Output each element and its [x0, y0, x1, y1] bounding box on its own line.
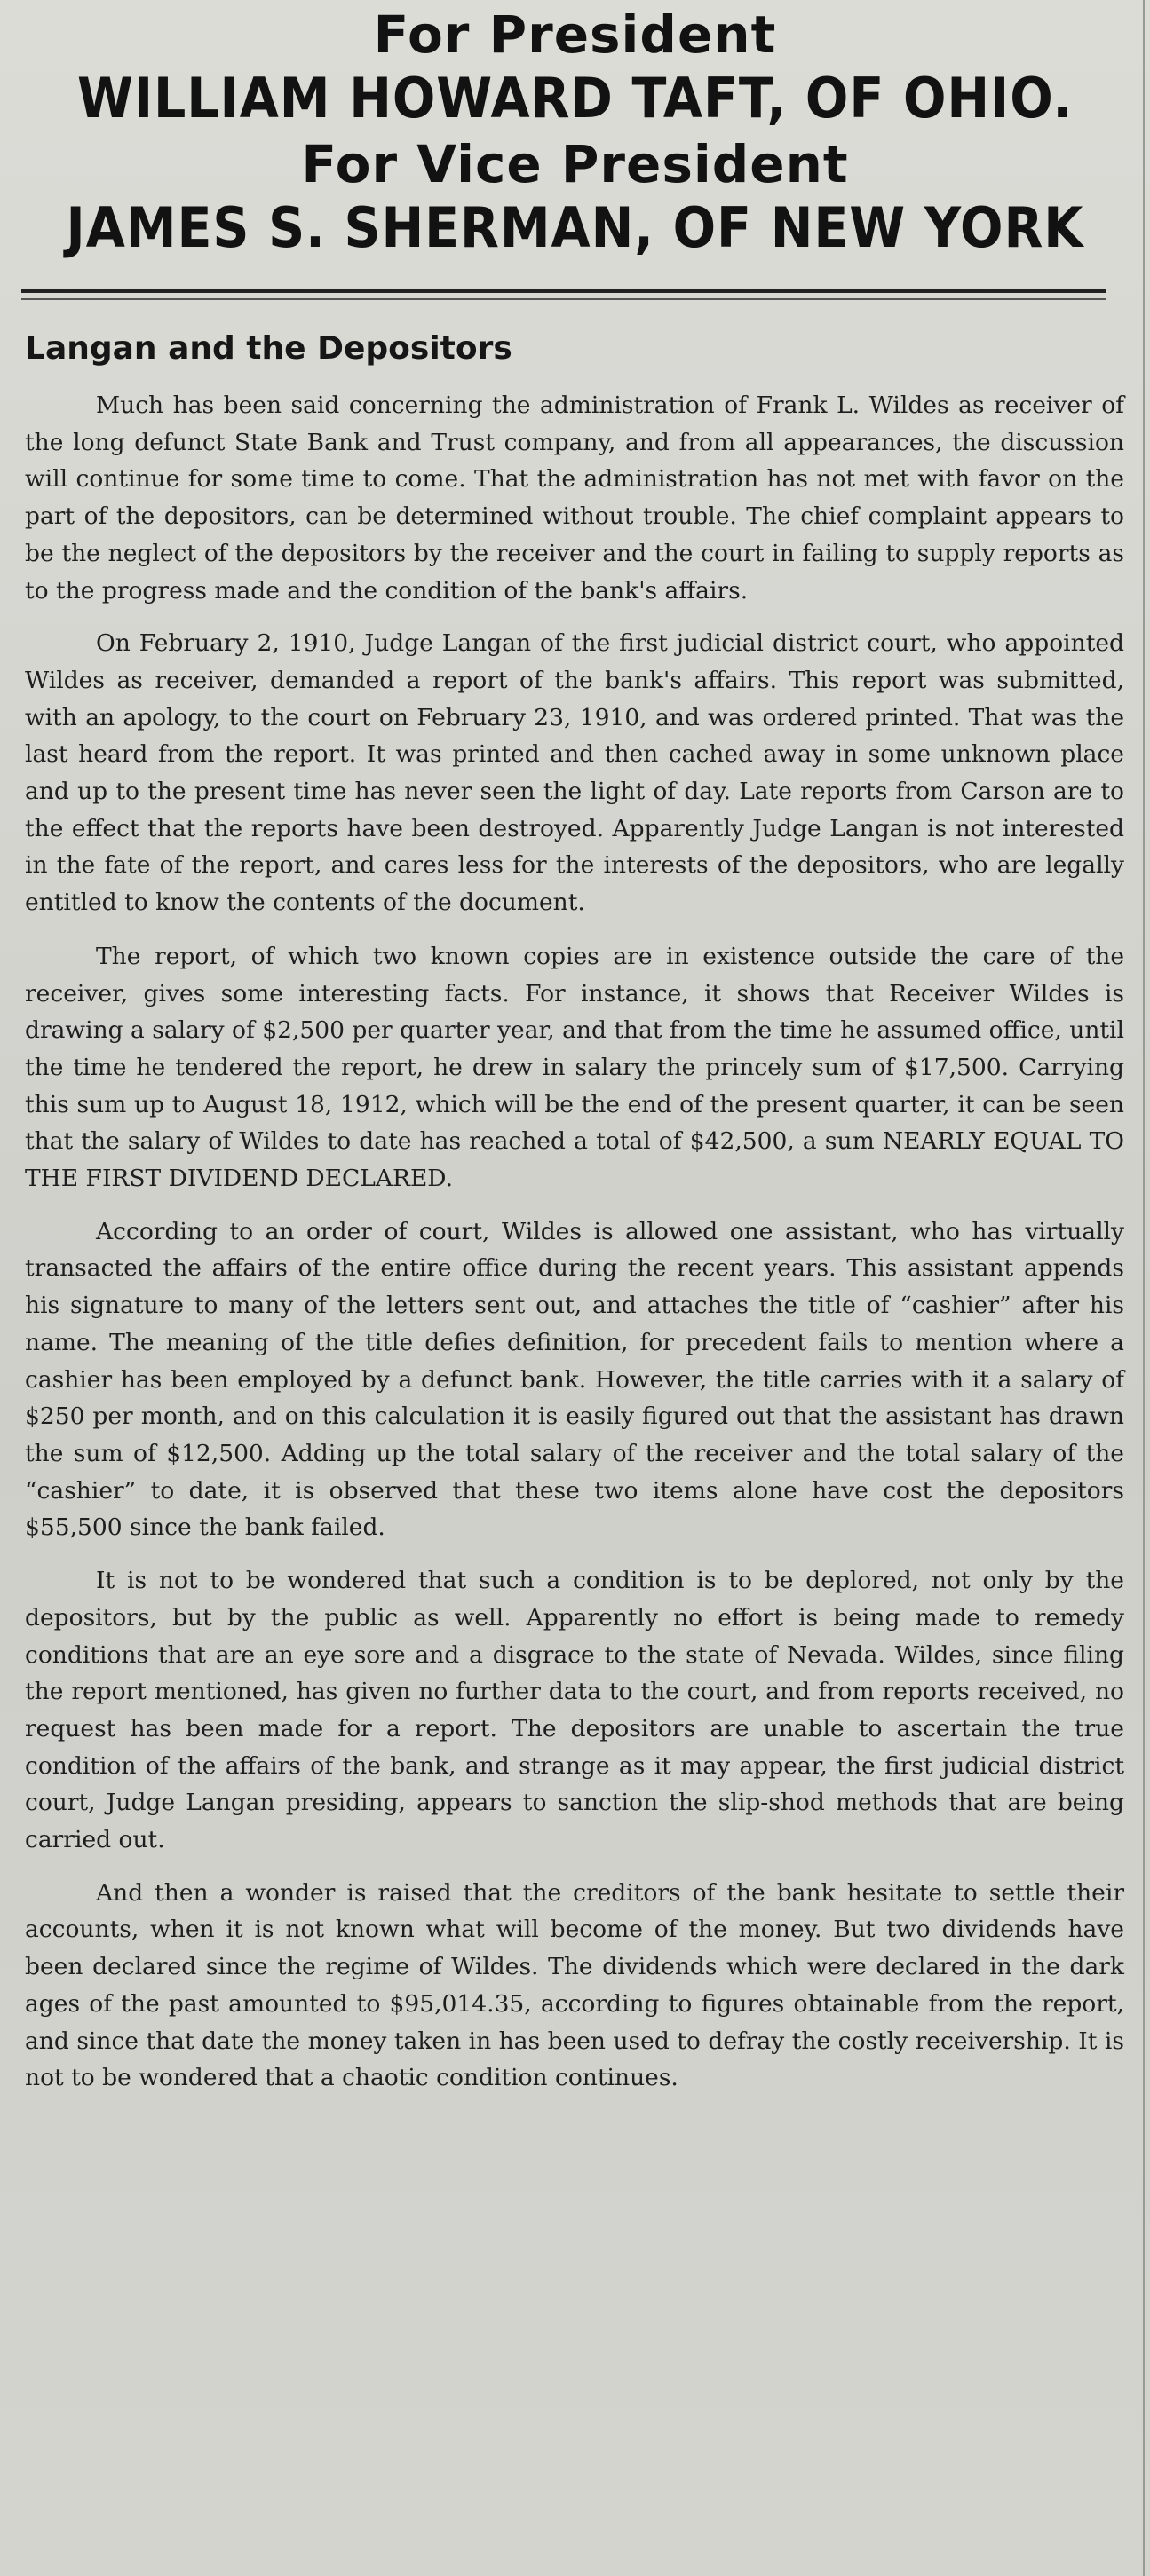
article-title: Langan and the Depositors: [25, 330, 512, 367]
article-body: [25, 387, 1124, 2113]
column-rule: [1143, 0, 1145, 2576]
paragraph: On February 2, 1910, Judge Langan of the first judicial district court, who appointed Wildes as receiver, demanded a report of the bank's affairs. This report was submitted, with an apology, to the court on February 23, 1910, and was ordered printed. That was the last heard from the report. It was printed and then cached away in some unknown place and up to the present time has never seen the light of day. Late reports from Carson are to the effect that the reports have been destroyed. Apparently Judge Langan is not interested in the fate of the report, and cares less for the interests of the depositors, who are legally entitled to know the contents of the document.: [25, 629, 1124, 917]
vice-president-name: JAMES S. SHERMAN, OF NEW YORK: [66, 195, 1084, 260]
paragraph: Much has been said concerning the administration of Frank L. Wildes as receiver of the long defunct State Bank and Trust company, and from all appearances, the discussion will continue for some time to come. That the administration has not met with favor on the part of the depositors, can be determined without trouble. The chief complaint appears to be the neglect of the depositors by the receiver and the court in failing to supply reports as to the progress made and the condition of the bank's affairs.: [25, 391, 1124, 604]
president-heading: For President: [373, 4, 777, 65]
paragraph: It is not to be wondered that such a condition is to be deplored, not only by the depositors, but by the public as well. Apparently no effort is being made to remedy conditions that are an eye sore and a disgrace to the state of Nevada. Wildes, since filing the report mentioned, has given no further data to the court, and from reports received, no request has been made for a report. The depositors are unable to ascertain the true condition of the affairs of the bank, and strange as it may appear, the first judicial district court, Judge Langan presiding, appears to sanction the slip-shod methods that are being carried out.: [25, 1567, 1124, 1854]
header-divider-thin: [21, 298, 1106, 300]
paragraph: The report, of which two known copies are in existence outside the care of the receiver, gives some interesting facts. For instance, it shows that Receiver Wildes is drawing a salary of $2,500 per quarter year, and that from the time he assumed office, until the time he tendered the report, he drew in salary the princely sum of $17,500. Carrying this sum up to August 18, 1912, which will be the end of the present quarter, it can be seen that the salary of Wildes to date has reached a total of $42,500, a sum NEARLY EQUAL TO THE FIRST DIVIDEND DECLARED.: [25, 942, 1124, 1193]
paragraph: And then a wonder is raised that the creditors of the bank hesitate to settle their accounts, when it is not known what will become of the money. But two dividends have been declared since the regime of Wildes. The dividends which were declared in the dark ages of the past amounted to $95,014.35, according to figures obtainable from the report, and since that date the money taken in has been used to defray the costly receivership. It is not to be wondered that a chaotic condition continues.: [25, 1878, 1124, 2092]
header-divider-thick: [21, 289, 1106, 293]
masthead: [0, 4, 1150, 260]
paragraph: According to an order of court, Wildes is allowed one assistant, who has virtually transacted the affairs of the entire office during the recent years. This assistant appends his signature to many of the letters sent out, and attaches the title of “cashier” after his name. The meaning of the title defies definition, for precedent fails to mention where a cashier has been employed by a defunct bank. However, the title carries with it a salary of $250 per month, and on this calculation it is easily figured out that the assistant has drawn the sum of $12,500. Adding up the total salary of the receiver and the total salary of the “cashier” to date, it is observed that these two items alone have cost the depositors $55,500 since the bank failed.: [25, 1217, 1124, 1542]
vice-president-heading: For Vice President: [301, 134, 849, 194]
president-name: WILLIAM HOWARD TAFT, OF OHIO.: [77, 66, 1073, 130]
